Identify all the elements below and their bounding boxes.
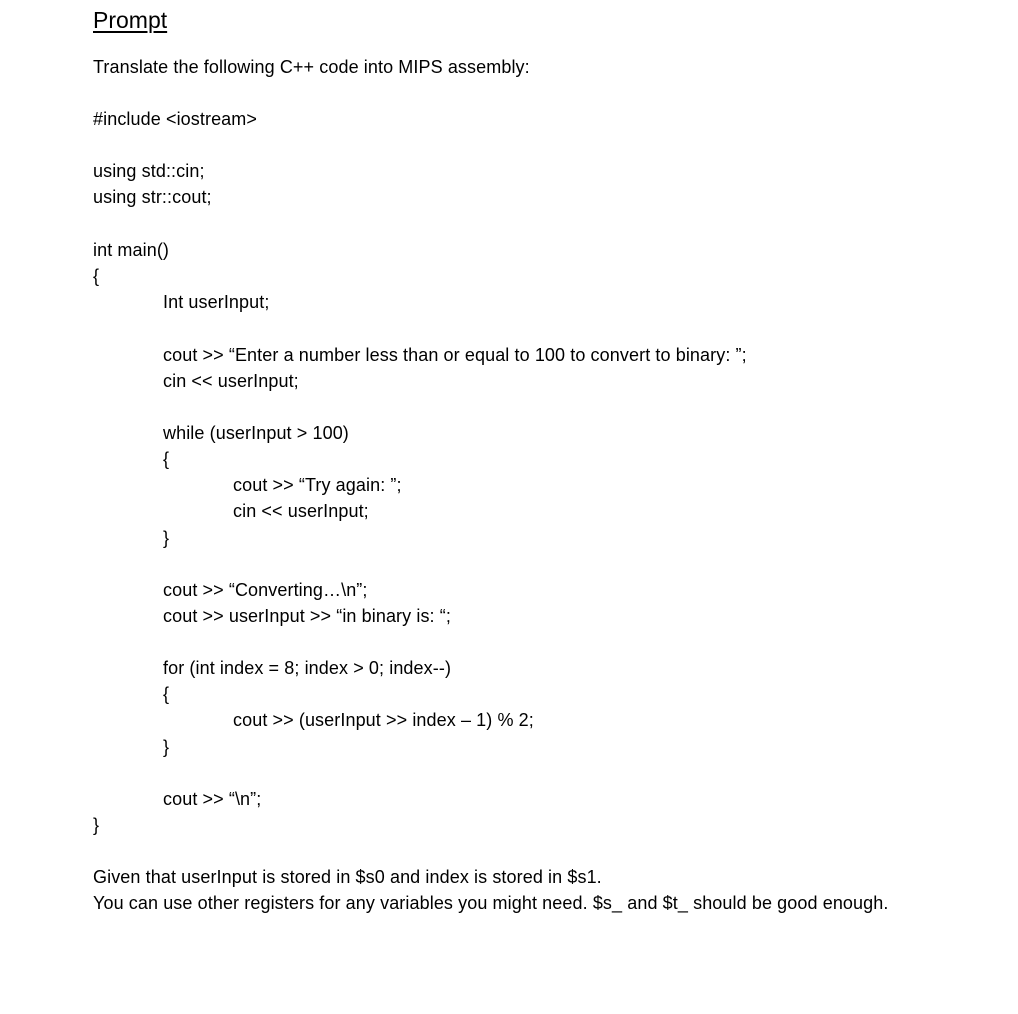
code-declaration-line: Int userInput; <box>163 292 270 312</box>
note-line-1: Given that userInput is stored in $s0 and index is stored in $s1. <box>93 867 602 887</box>
code-while-head-line: while (userInput > 100) <box>163 423 349 443</box>
code-for-head-line: for (int index = 8; index > 0; index--) <box>163 658 452 678</box>
code-prompt-output-line: cout >> “Enter a number less than or equal to 100 to convert to binary: ”; <box>163 345 747 365</box>
instruction-text: Translate the following C++ code into MIPS assembly: <box>93 57 530 77</box>
code-while-close-brace: } <box>163 528 170 548</box>
code-converting-output-line: cout >> “Converting…\n”; <box>163 580 368 600</box>
code-include-line: #include <iostream> <box>93 109 257 129</box>
code-for-open-brace: { <box>163 684 170 704</box>
code-read-input-line: cin << userInput; <box>163 371 299 391</box>
code-for-close-brace: } <box>163 737 170 757</box>
prompt-title: Prompt <box>93 7 168 33</box>
code-while-open-brace: { <box>163 449 170 469</box>
code-binary-output-line: cout >> userInput >> “in binary is: “; <box>163 606 451 626</box>
code-newline-output-line: cout >> “\n”; <box>163 789 262 809</box>
code-bit-output-line: cout >> (userInput >> index – 1) % 2; <box>233 710 534 730</box>
code-main-close-brace: } <box>93 815 100 835</box>
code-using-cout-line: using str::cout; <box>93 187 212 207</box>
code-main-open-brace: { <box>93 266 100 286</box>
code-main-signature-line: int main() <box>93 240 170 260</box>
note-line-2: You can use other registers for any variables you might need. $s_ and $t_ should be good enough. <box>93 893 889 913</box>
code-retry-input-line: cin << userInput; <box>233 501 369 521</box>
code-retry-output-line: cout >> “Try again: ”; <box>233 475 402 495</box>
code-using-cin-line: using std::cin; <box>93 161 205 181</box>
